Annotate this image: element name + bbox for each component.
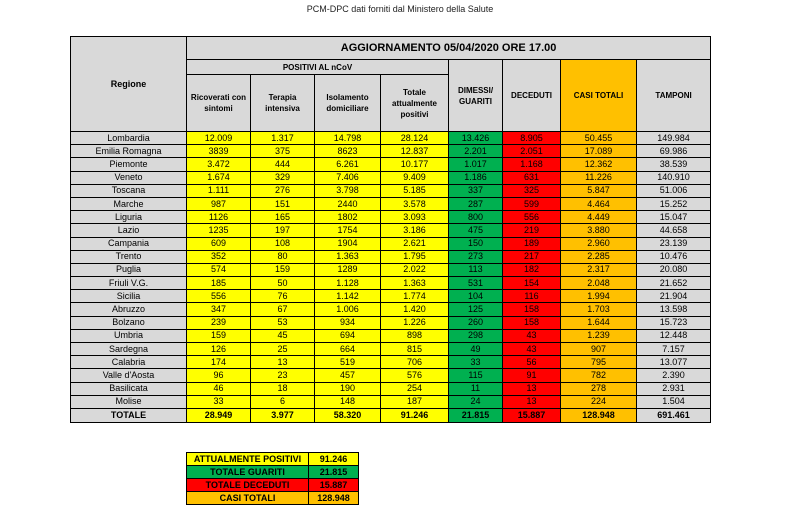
cell-casi: 782 xyxy=(561,369,637,382)
summary-value: 128.948 xyxy=(309,492,359,505)
table-row xyxy=(71,277,711,290)
table-row xyxy=(71,316,711,329)
cell-totale: 3.578 xyxy=(381,197,449,210)
cell-regione: Molise xyxy=(71,395,187,408)
cell-casi: 4.464 xyxy=(561,197,637,210)
cell-regione: Basilicata xyxy=(71,382,187,395)
table-row xyxy=(71,303,711,316)
cell-totale: 5.185 xyxy=(381,184,449,197)
cell-totale: 898 xyxy=(381,329,449,342)
cell-tamponi: 21.652 xyxy=(637,277,711,290)
cell-deceduti: 158 xyxy=(503,316,561,329)
cell-dimessi: 11 xyxy=(449,382,503,395)
cell-regione: Toscana xyxy=(71,184,187,197)
cell-isolamento: 934 xyxy=(315,316,381,329)
cell-terapia: 276 xyxy=(251,184,315,197)
page-caption: PCM-DPC dati forniti dal Ministero della Salute xyxy=(306,4,494,14)
cell-isolamento: 8623 xyxy=(315,145,381,158)
cell-totale: 1.774 xyxy=(381,290,449,303)
cell-totale: 3.093 xyxy=(381,211,449,224)
cell-ricoverati: 1126 xyxy=(187,211,251,224)
cell-tamponi: 20.080 xyxy=(637,263,711,276)
table-row xyxy=(71,263,711,276)
totals-totale: 91.246 xyxy=(381,408,449,422)
cell-casi: 50.455 xyxy=(561,132,637,145)
cell-isolamento: 1904 xyxy=(315,237,381,250)
cell-casi: 12.362 xyxy=(561,158,637,171)
cell-isolamento: 664 xyxy=(315,343,381,356)
cell-totale: 10.177 xyxy=(381,158,449,171)
cell-deceduti: 182 xyxy=(503,263,561,276)
table-row xyxy=(71,250,711,263)
cell-deceduti: 599 xyxy=(503,197,561,210)
cell-deceduti: 43 xyxy=(503,343,561,356)
cell-terapia: 151 xyxy=(251,197,315,210)
cell-casi: 2.960 xyxy=(561,237,637,250)
cell-isolamento: 14.798 xyxy=(315,132,381,145)
totals-casi: 128.948 xyxy=(561,408,637,422)
cell-dimessi: 531 xyxy=(449,277,503,290)
cell-ricoverati: 1.674 xyxy=(187,171,251,184)
summary-row xyxy=(187,453,359,466)
cell-ricoverati: 185 xyxy=(187,277,251,290)
table-row xyxy=(71,343,711,356)
cell-casi: 278 xyxy=(561,382,637,395)
cell-casi: 2.317 xyxy=(561,263,637,276)
cell-isolamento: 1.142 xyxy=(315,290,381,303)
cell-regione: Sicilia xyxy=(71,290,187,303)
cell-ricoverati: 3839 xyxy=(187,145,251,158)
summary-label: TOTALE GUARITI xyxy=(187,466,309,479)
cell-regione: Sardegna xyxy=(71,343,187,356)
cell-deceduti: 8.905 xyxy=(503,132,561,145)
cell-terapia: 67 xyxy=(251,303,315,316)
summary-value: 21.815 xyxy=(309,466,359,479)
table-row xyxy=(71,369,711,382)
cell-dimessi: 33 xyxy=(449,356,503,369)
cell-regione: Emilia Romagna xyxy=(71,145,187,158)
summary-label: TOTALE DECEDUTI xyxy=(187,479,309,492)
cell-terapia: 159 xyxy=(251,263,315,276)
cell-casi: 1.644 xyxy=(561,316,637,329)
cell-terapia: 165 xyxy=(251,211,315,224)
table-row xyxy=(71,356,711,369)
cell-ricoverati: 96 xyxy=(187,369,251,382)
cell-tamponi: 2.390 xyxy=(637,369,711,382)
cell-totale: 2.621 xyxy=(381,237,449,250)
cell-terapia: 18 xyxy=(251,382,315,395)
cell-totale: 12.837 xyxy=(381,145,449,158)
table-row xyxy=(71,224,711,237)
header-tamponi: TAMPONI xyxy=(637,60,711,132)
cell-terapia: 80 xyxy=(251,250,315,263)
cell-regione: Veneto xyxy=(71,171,187,184)
cell-tamponi: 15.047 xyxy=(637,211,711,224)
cell-totale: 1.795 xyxy=(381,250,449,263)
summary-value: 15.887 xyxy=(309,479,359,492)
header-update: AGGIORNAMENTO 05/04/2020 ORE 17.00 xyxy=(187,37,711,60)
cell-dimessi: 150 xyxy=(449,237,503,250)
cell-dimessi: 298 xyxy=(449,329,503,342)
cell-isolamento: 457 xyxy=(315,369,381,382)
cell-regione: Abruzzo xyxy=(71,303,187,316)
totals-ricoverati: 28.949 xyxy=(187,408,251,422)
header-regione: Regione xyxy=(71,37,187,132)
cell-isolamento: 694 xyxy=(315,329,381,342)
cell-tamponi: 21.904 xyxy=(637,290,711,303)
header-isolamento: Isolamento domiciliare xyxy=(315,75,381,132)
cell-regione: Marche xyxy=(71,197,187,210)
cell-terapia: 45 xyxy=(251,329,315,342)
header-totale-positivi: Totale attualmente positivi xyxy=(381,75,449,132)
cell-deceduti: 219 xyxy=(503,224,561,237)
cell-terapia: 444 xyxy=(251,158,315,171)
totals-tamponi: 691.461 xyxy=(637,408,711,422)
cell-tamponi: 51.006 xyxy=(637,184,711,197)
cell-casi: 2.285 xyxy=(561,250,637,263)
cell-regione: Trento xyxy=(71,250,187,263)
cell-totale: 9.409 xyxy=(381,171,449,184)
cell-dimessi: 1.017 xyxy=(449,158,503,171)
table-row xyxy=(71,158,711,171)
summary-row xyxy=(187,492,359,505)
cell-terapia: 23 xyxy=(251,369,315,382)
cell-tamponi: 44.658 xyxy=(637,224,711,237)
summary-label: CASI TOTALI xyxy=(187,492,309,505)
table-row xyxy=(71,290,711,303)
cell-totale: 3.186 xyxy=(381,224,449,237)
cell-totale: 815 xyxy=(381,343,449,356)
cell-isolamento: 1802 xyxy=(315,211,381,224)
cell-casi: 4.449 xyxy=(561,211,637,224)
cell-totale: 1.420 xyxy=(381,303,449,316)
cell-ricoverati: 352 xyxy=(187,250,251,263)
cell-totale: 254 xyxy=(381,382,449,395)
table-row xyxy=(71,237,711,250)
cell-ricoverati: 12.009 xyxy=(187,132,251,145)
cell-isolamento: 519 xyxy=(315,356,381,369)
cell-tamponi: 38.539 xyxy=(637,158,711,171)
cell-dimessi: 1.186 xyxy=(449,171,503,184)
cell-terapia: 108 xyxy=(251,237,315,250)
cell-tamponi: 140.910 xyxy=(637,171,711,184)
cell-tamponi: 69.986 xyxy=(637,145,711,158)
cell-isolamento: 3.798 xyxy=(315,184,381,197)
table-row xyxy=(71,184,711,197)
cell-deceduti: 631 xyxy=(503,171,561,184)
cell-deceduti: 2.051 xyxy=(503,145,561,158)
cell-deceduti: 158 xyxy=(503,303,561,316)
cell-dimessi: 287 xyxy=(449,197,503,210)
cell-tamponi: 23.139 xyxy=(637,237,711,250)
cell-terapia: 53 xyxy=(251,316,315,329)
cell-casi: 17.089 xyxy=(561,145,637,158)
cell-regione: Lazio xyxy=(71,224,187,237)
cell-dimessi: 475 xyxy=(449,224,503,237)
totals-dimessi: 21.815 xyxy=(449,408,503,422)
cell-isolamento: 1754 xyxy=(315,224,381,237)
table-row xyxy=(71,197,711,210)
cell-isolamento: 7.406 xyxy=(315,171,381,184)
header-dimessi: DIMESSI/ GUARITI xyxy=(449,60,503,132)
table-row xyxy=(71,132,711,145)
totals-terapia: 3.977 xyxy=(251,408,315,422)
table-row xyxy=(71,145,711,158)
cell-terapia: 329 xyxy=(251,171,315,184)
cell-regione: Friuli V.G. xyxy=(71,277,187,290)
summary-table xyxy=(186,452,359,505)
cell-deceduti: 556 xyxy=(503,211,561,224)
header-terapia: Terapia intensiva xyxy=(251,75,315,132)
cell-isolamento: 1289 xyxy=(315,263,381,276)
cell-tamponi: 12.448 xyxy=(637,329,711,342)
cell-casi: 907 xyxy=(561,343,637,356)
cell-regione: Lombardia xyxy=(71,132,187,145)
cell-ricoverati: 239 xyxy=(187,316,251,329)
cell-totale: 1.363 xyxy=(381,277,449,290)
cell-dimessi: 49 xyxy=(449,343,503,356)
cell-deceduti: 13 xyxy=(503,395,561,408)
table-row xyxy=(71,329,711,342)
cell-ricoverati: 174 xyxy=(187,356,251,369)
cell-deceduti: 13 xyxy=(503,382,561,395)
cell-isolamento: 148 xyxy=(315,395,381,408)
cell-deceduti: 217 xyxy=(503,250,561,263)
cell-dimessi: 273 xyxy=(449,250,503,263)
table-row xyxy=(71,171,711,184)
cell-casi: 2.048 xyxy=(561,277,637,290)
header-deceduti: DECEDUTI xyxy=(503,60,561,132)
cell-deceduti: 43 xyxy=(503,329,561,342)
table-body xyxy=(71,132,711,409)
cell-ricoverati: 574 xyxy=(187,263,251,276)
cell-terapia: 6 xyxy=(251,395,315,408)
cell-tamponi: 13.077 xyxy=(637,356,711,369)
cell-ricoverati: 609 xyxy=(187,237,251,250)
region-data-table xyxy=(70,36,711,423)
cell-casi: 795 xyxy=(561,356,637,369)
cell-deceduti: 1.168 xyxy=(503,158,561,171)
cell-totale: 187 xyxy=(381,395,449,408)
header-ricoverati: Ricoverati con sintomi xyxy=(187,75,251,132)
table-row xyxy=(71,211,711,224)
cell-dimessi: 115 xyxy=(449,369,503,382)
cell-totale: 1.226 xyxy=(381,316,449,329)
cell-isolamento: 1.128 xyxy=(315,277,381,290)
cell-ricoverati: 33 xyxy=(187,395,251,408)
cell-isolamento: 2440 xyxy=(315,197,381,210)
header-casi-totali: CASI TOTALI xyxy=(561,60,637,132)
cell-regione: Puglia xyxy=(71,263,187,276)
summary-label: ATTUALMENTE POSITIVI xyxy=(187,453,309,466)
cell-regione: Campania xyxy=(71,237,187,250)
summary-row xyxy=(187,479,359,492)
cell-tamponi: 15.252 xyxy=(637,197,711,210)
cell-deceduti: 56 xyxy=(503,356,561,369)
cell-tamponi: 1.504 xyxy=(637,395,711,408)
table-row xyxy=(71,382,711,395)
cell-casi: 1.239 xyxy=(561,329,637,342)
cell-terapia: 50 xyxy=(251,277,315,290)
totals-isolamento: 58.320 xyxy=(315,408,381,422)
totals-label: TOTALE xyxy=(71,408,187,422)
cell-ricoverati: 556 xyxy=(187,290,251,303)
cell-casi: 224 xyxy=(561,395,637,408)
cell-casi: 11.226 xyxy=(561,171,637,184)
cell-totale: 28.124 xyxy=(381,132,449,145)
cell-dimessi: 2.201 xyxy=(449,145,503,158)
cell-regione: Piemonte xyxy=(71,158,187,171)
cell-isolamento: 190 xyxy=(315,382,381,395)
cell-dimessi: 113 xyxy=(449,263,503,276)
cell-terapia: 1.317 xyxy=(251,132,315,145)
cell-isolamento: 1.006 xyxy=(315,303,381,316)
cell-tamponi: 13.598 xyxy=(637,303,711,316)
cell-terapia: 375 xyxy=(251,145,315,158)
cell-dimessi: 337 xyxy=(449,184,503,197)
cell-casi: 5.847 xyxy=(561,184,637,197)
cell-dimessi: 104 xyxy=(449,290,503,303)
cell-dimessi: 260 xyxy=(449,316,503,329)
cell-totale: 2.022 xyxy=(381,263,449,276)
cell-dimessi: 125 xyxy=(449,303,503,316)
cell-regione: Valle d'Aosta xyxy=(71,369,187,382)
cell-isolamento: 1.363 xyxy=(315,250,381,263)
totals-row xyxy=(71,408,711,422)
cell-isolamento: 6.261 xyxy=(315,158,381,171)
cell-casi: 1.994 xyxy=(561,290,637,303)
cell-deceduti: 325 xyxy=(503,184,561,197)
cell-casi: 3.880 xyxy=(561,224,637,237)
cell-casi: 1.703 xyxy=(561,303,637,316)
cell-regione: Umbria xyxy=(71,329,187,342)
cell-deceduti: 116 xyxy=(503,290,561,303)
cell-regione: Liguria xyxy=(71,211,187,224)
cell-dimessi: 24 xyxy=(449,395,503,408)
table-row xyxy=(71,395,711,408)
cell-terapia: 25 xyxy=(251,343,315,356)
summary-value: 91.246 xyxy=(309,453,359,466)
cell-deceduti: 154 xyxy=(503,277,561,290)
cell-ricoverati: 46 xyxy=(187,382,251,395)
cell-terapia: 197 xyxy=(251,224,315,237)
cell-tamponi: 7.157 xyxy=(637,343,711,356)
cell-ricoverati: 1.111 xyxy=(187,184,251,197)
cell-ricoverati: 1235 xyxy=(187,224,251,237)
cell-deceduti: 189 xyxy=(503,237,561,250)
cell-tamponi: 149.984 xyxy=(637,132,711,145)
cell-ricoverati: 3.472 xyxy=(187,158,251,171)
cell-ricoverati: 987 xyxy=(187,197,251,210)
summary-row xyxy=(187,466,359,479)
cell-ricoverati: 126 xyxy=(187,343,251,356)
cell-regione: Bolzano xyxy=(71,316,187,329)
header-positivi-group: POSITIVI AL nCoV xyxy=(187,60,449,75)
cell-ricoverati: 159 xyxy=(187,329,251,342)
cell-totale: 706 xyxy=(381,356,449,369)
cell-tamponi: 2.931 xyxy=(637,382,711,395)
cell-regione: Calabria xyxy=(71,356,187,369)
cell-terapia: 76 xyxy=(251,290,315,303)
cell-deceduti: 91 xyxy=(503,369,561,382)
cell-dimessi: 13.426 xyxy=(449,132,503,145)
cell-dimessi: 800 xyxy=(449,211,503,224)
cell-totale: 576 xyxy=(381,369,449,382)
cell-tamponi: 15.723 xyxy=(637,316,711,329)
totals-deceduti: 15.887 xyxy=(503,408,561,422)
cell-tamponi: 10.476 xyxy=(637,250,711,263)
cell-ricoverati: 347 xyxy=(187,303,251,316)
cell-terapia: 13 xyxy=(251,356,315,369)
